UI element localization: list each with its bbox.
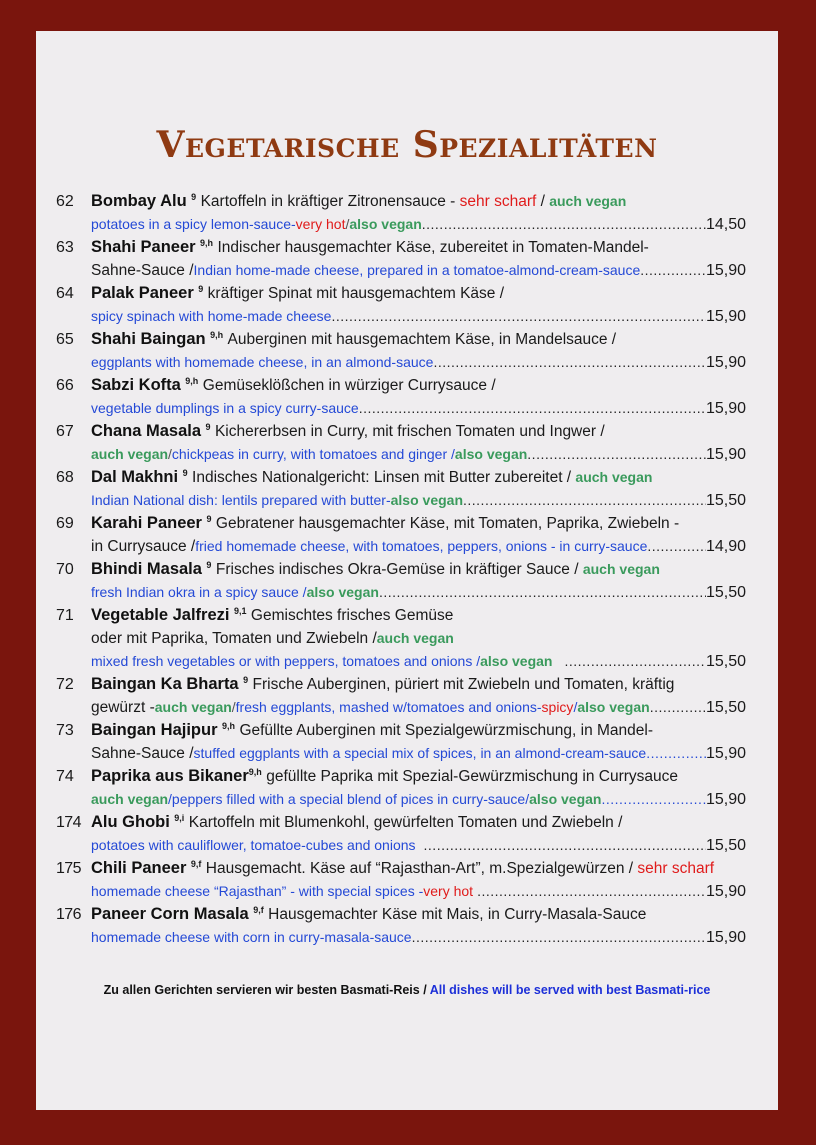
allergen-codes: 9: [205, 422, 211, 432]
item-price: 15,90: [705, 400, 746, 417]
item-name: Paneer Corn Masala: [91, 905, 249, 923]
item-desc-en: homemade cheese with corn in curry-masala-sauce: [91, 929, 412, 945]
leader-dots: [650, 696, 706, 719]
allergen-codes: 9: [191, 192, 197, 202]
item-line-en: [56, 650, 746, 673]
item-desc-en: Indian home-made cheese, prepared in a tomatoe-almond-cream-sauce: [193, 262, 641, 278]
hot-label-en: very hot: [423, 883, 474, 899]
item-desc-en: eggplants with homemade cheese, in an almond-sauce: [91, 354, 434, 370]
item-number: 66: [56, 377, 74, 394]
hot-label-en: spicy: [541, 699, 574, 715]
item-desc-de: Gemüseklößchen in würziger Currysauce /: [202, 377, 496, 394]
item-line-de: [56, 673, 746, 696]
item-desc-de: Auberginen mit hausgemachtem Käse, in Mandelsauce /: [227, 331, 617, 348]
item-name: Shahi Baingan: [91, 330, 206, 348]
menu-item-67: [56, 420, 746, 466]
item-number: 68: [56, 469, 74, 486]
item-line-de: [56, 765, 746, 788]
menu-item-65: [56, 328, 746, 374]
item-name: Baingan Ka Bharta: [91, 675, 239, 693]
leader-dots: [433, 351, 706, 374]
item-price: 15,90: [705, 308, 746, 325]
allergen-codes: 9: [206, 514, 212, 524]
item-price: 15,90: [705, 791, 746, 808]
item-line-en: [56, 535, 746, 558]
item-desc-de: Hausgemachter Käse mit Mais, in Curry-Masala-Sauce: [268, 906, 647, 923]
menu-item-72: [56, 673, 746, 719]
item-number: 62: [56, 193, 74, 210]
menu-item-176: [56, 903, 746, 949]
menu-item-174: [56, 811, 746, 857]
item-desc-en: chickpeas in curry, with tomatoes and ginger /: [171, 446, 455, 462]
vegan-label-en: also vegan: [577, 699, 650, 715]
separator: /: [573, 699, 578, 715]
item-desc-de-cont: Sahne-Sauce /: [91, 745, 194, 762]
item-line-de: [56, 236, 746, 259]
item-number: 71: [56, 607, 74, 624]
separator: /: [536, 193, 550, 210]
leader-dots: [359, 397, 706, 420]
item-desc-de: Kartoffeln in kräftiger Zitronensauce -: [200, 193, 460, 210]
hot-label: sehr scharf: [637, 860, 715, 877]
allergen-codes: 9: [243, 675, 249, 685]
separator: /: [168, 791, 172, 807]
item-desc-de: gefüllte Paprika mit Spezial-Gewürzmischung in Currysauce: [266, 768, 678, 785]
item-name: Baingan Hajipur: [91, 721, 218, 739]
item-desc-de: Frische Auberginen, püriert mit Zwiebeln und Tomaten, kräftig: [252, 676, 675, 693]
item-price: 15,90: [705, 446, 746, 463]
item-name: Bhindi Masala: [91, 560, 202, 578]
allergen-codes: 9,h: [248, 767, 262, 777]
item-line-de: [56, 374, 746, 397]
menu-item-74: [56, 765, 746, 811]
item-desc-en: homemade cheese “Rajasthan” - with special spices -: [91, 883, 424, 899]
item-price: 15,50: [705, 837, 746, 854]
item-desc-de: Frisches indisches Okra-Gemüse in kräftiger Sauce /: [215, 561, 583, 578]
item-price: 15,90: [705, 354, 746, 371]
menu-list: [56, 190, 746, 949]
leader-dots: [647, 535, 706, 558]
item-line-en: [56, 788, 746, 811]
menu-item-70: [56, 558, 746, 604]
vegan-label-en: also vegan: [529, 791, 602, 807]
vegan-label-en: also vegan: [306, 584, 379, 600]
item-desc-de: Indischer hausgemachter Käse, zubereitet in Tomaten-Mandel-: [217, 239, 649, 256]
item-price: 15,50: [705, 699, 746, 716]
item-line-de: [56, 604, 746, 627]
item-number: 65: [56, 331, 74, 348]
vegan-label: auch vegan: [582, 561, 660, 577]
item-line-de: [56, 420, 746, 443]
leader-dots: [463, 489, 706, 512]
allergen-codes: 9,i: [174, 813, 185, 823]
vegan-label-en: also vegan: [390, 492, 463, 508]
item-line-de: [56, 328, 746, 351]
page-title: Vegetarische Spezialitäten: [156, 124, 658, 166]
item-price: 15,50: [705, 653, 746, 670]
item-desc-de-cont: in Currysauce /: [91, 538, 196, 555]
separator: /: [345, 216, 350, 232]
hot-label: sehr scharf: [459, 193, 537, 210]
item-number: 69: [56, 515, 74, 532]
vegan-label: auch vegan: [549, 193, 627, 209]
item-line-en: [56, 305, 746, 328]
allergen-codes: 9,h: [200, 238, 214, 248]
leader-dots: [527, 443, 706, 466]
menu-item-64: [56, 282, 746, 328]
menu-item-68: [56, 466, 746, 512]
menu-item-71: [56, 604, 746, 673]
footer-de: Zu allen Gerichten servieren wir besten Basmati-Reis: [103, 983, 420, 997]
item-line-de: [56, 903, 746, 926]
item-line-en: [56, 397, 746, 420]
item-line-en: [56, 834, 746, 857]
item-price: 14,50: [705, 216, 746, 233]
item-price: 15,90: [705, 262, 746, 279]
item-price: 15,90: [705, 929, 746, 946]
item-line-en: [56, 259, 746, 282]
item-desc-de: Gemischtes frisches Gemüse: [250, 607, 454, 624]
item-line-de: [56, 811, 746, 834]
menu-item-63: [56, 236, 746, 282]
item-number: 72: [56, 676, 74, 693]
item-desc-de: Gefüllte Auberginen mit Spezialgewürzmischung, in Mandel-: [239, 722, 653, 739]
item-desc-en: potatoes in a spicy lemon-sauce-: [91, 216, 296, 232]
item-number: 73: [56, 722, 74, 739]
item-number: 67: [56, 423, 74, 440]
item-line-en: [56, 443, 746, 466]
item-number: 175: [56, 860, 81, 877]
leader-dots: [331, 305, 705, 328]
item-desc-en: vegetable dumplings in a spicy curry-sauce: [91, 400, 359, 416]
leader-dots: [601, 788, 705, 811]
item-desc-en: spicy spinach with home-made cheese: [91, 308, 332, 324]
hot-label-en: very hot: [295, 216, 346, 232]
item-number: 176: [56, 906, 81, 923]
item-number: 70: [56, 561, 74, 578]
item-desc-de: kräftiger Spinat mit hausgemachtem Käse /: [207, 285, 505, 302]
item-desc-en: Indian National dish: lentils prepared with butter-: [91, 492, 391, 508]
item-desc-en: fried homemade cheese, with tomatoes, peppers, onions - in curry-sauce: [195, 538, 648, 554]
item-number: 74: [56, 768, 74, 785]
item-desc-en: peppers filled with a special blend of pices in curry-sauce/: [171, 791, 530, 807]
menu-item-69: [56, 512, 746, 558]
leader-dots: [640, 259, 706, 282]
leader-dots: [477, 880, 706, 903]
vegan-label: auch vegan: [154, 699, 232, 715]
vegan-label-en: also vegan: [480, 653, 553, 669]
item-name: Paprika aus Bikaner: [91, 767, 249, 785]
item-price: 15,50: [705, 584, 746, 601]
leader-dots: [424, 834, 706, 857]
item-name: Bombay Alu: [91, 192, 187, 210]
allergen-codes: 9: [206, 560, 212, 570]
item-number: 64: [56, 285, 74, 302]
vegan-label: auch vegan: [376, 630, 454, 646]
item-line-en: [56, 696, 746, 719]
item-line-en: [56, 926, 746, 949]
vegan-label-en: also vegan: [454, 446, 528, 462]
item-desc-de-cont: oder mit Paprika, Tomaten und Zwiebeln /: [91, 630, 377, 647]
allergen-codes: 9,1: [233, 606, 247, 616]
item-line-en: [56, 489, 746, 512]
item-line-de: [56, 466, 746, 489]
item-desc-en: mixed fresh vegetables or with peppers, tomatoes and onions /: [91, 653, 481, 669]
item-name: Vegetable Jalfrezi: [91, 606, 230, 624]
vegan-label: auch vegan: [575, 469, 653, 485]
item-name: Dal Makhni: [91, 468, 179, 486]
item-price: 15,90: [705, 745, 746, 762]
item-name: Chana Masala: [91, 422, 202, 440]
item-name: Karahi Paneer: [91, 514, 202, 532]
allergen-codes: 9,h: [185, 376, 199, 386]
item-desc-de-cont: Sahne-Sauce /: [91, 262, 194, 279]
item-name: Shahi Paneer: [91, 238, 196, 256]
item-line-de: [56, 558, 746, 581]
allergen-codes: 9,h: [210, 330, 224, 340]
item-price: 15,50: [705, 492, 746, 509]
allergen-codes: 9,f: [190, 859, 202, 869]
item-name: Sabzi Kofta: [91, 376, 181, 394]
leader-dots: [422, 213, 706, 236]
item-desc-en: stuffed eggplants with a special mix of spices, in an almond-cream-sauce: [193, 745, 647, 761]
footer-separator: /: [419, 983, 430, 997]
item-line-en: [56, 351, 746, 374]
item-line-de: [56, 190, 746, 213]
item-desc-de: Hausgemacht. Käse auf “Rajasthan-Art”, m.Spezialgewürzen /: [205, 860, 638, 877]
allergen-codes: 9,f: [253, 905, 264, 915]
item-price: 15,90: [705, 883, 746, 900]
item-number: 174: [56, 814, 81, 831]
item-line-de-2: [56, 627, 746, 650]
item-line-de: [56, 857, 746, 880]
allergen-codes: 9,h: [221, 721, 235, 731]
item-line-de: [56, 282, 746, 305]
separator: /: [231, 699, 236, 715]
item-desc-en: fresh eggplants, mashed w/tomatoes and onions-: [235, 699, 542, 715]
vegan-label: auch vegan: [91, 791, 169, 807]
item-line-en: [56, 742, 746, 765]
leader-dots: [564, 650, 705, 673]
footer-note: [36, 983, 778, 997]
footer-en: All dishes will be served with best Basmati-rice: [429, 983, 711, 997]
separator: /: [168, 446, 172, 462]
item-desc-en: fresh Indian okra in a spicy sauce /: [91, 584, 307, 600]
allergen-codes: 9: [198, 284, 204, 294]
menu-page: [36, 31, 778, 1110]
item-line-de: [56, 512, 746, 535]
item-desc-de-cont: gewürzt -: [91, 699, 155, 716]
item-name: Alu Ghobi: [91, 813, 170, 831]
menu-item-62: [56, 190, 746, 236]
allergen-codes: 9: [182, 468, 188, 478]
item-price: 14,90: [705, 538, 746, 555]
item-line-en: [56, 880, 746, 903]
item-number: 63: [56, 239, 74, 256]
item-line-de: [56, 719, 746, 742]
item-line-en: [56, 581, 746, 604]
item-name: Chili Paneer: [91, 859, 187, 877]
item-desc-en: potatoes with cauliflower, tomatoe-cubes and onions: [91, 837, 416, 853]
leader-dots: [646, 742, 706, 765]
item-line-en: [56, 213, 746, 236]
menu-item-66: [56, 374, 746, 420]
menu-item-73: [56, 719, 746, 765]
item-desc-de: Kichererbsen in Curry, mit frischen Tomaten und Ingwer /: [214, 423, 605, 440]
item-desc-de: Kartoffeln mit Blumenkohl, gewürfelten Tomaten und Zwiebeln /: [188, 814, 623, 831]
vegan-label-en: also vegan: [349, 216, 422, 232]
item-name: Palak Paneer: [91, 284, 194, 302]
item-desc-de: Indisches Nationalgericht: Linsen mit Butter zubereitet /: [192, 469, 576, 486]
vegan-label: auch vegan: [91, 446, 169, 462]
leader-dots: [379, 581, 706, 604]
item-desc-de: Gebratener hausgemachter Käse, mit Tomaten, Paprika, Zwiebeln -: [215, 515, 680, 532]
menu-item-175: [56, 857, 746, 903]
leader-dots: [412, 926, 706, 949]
